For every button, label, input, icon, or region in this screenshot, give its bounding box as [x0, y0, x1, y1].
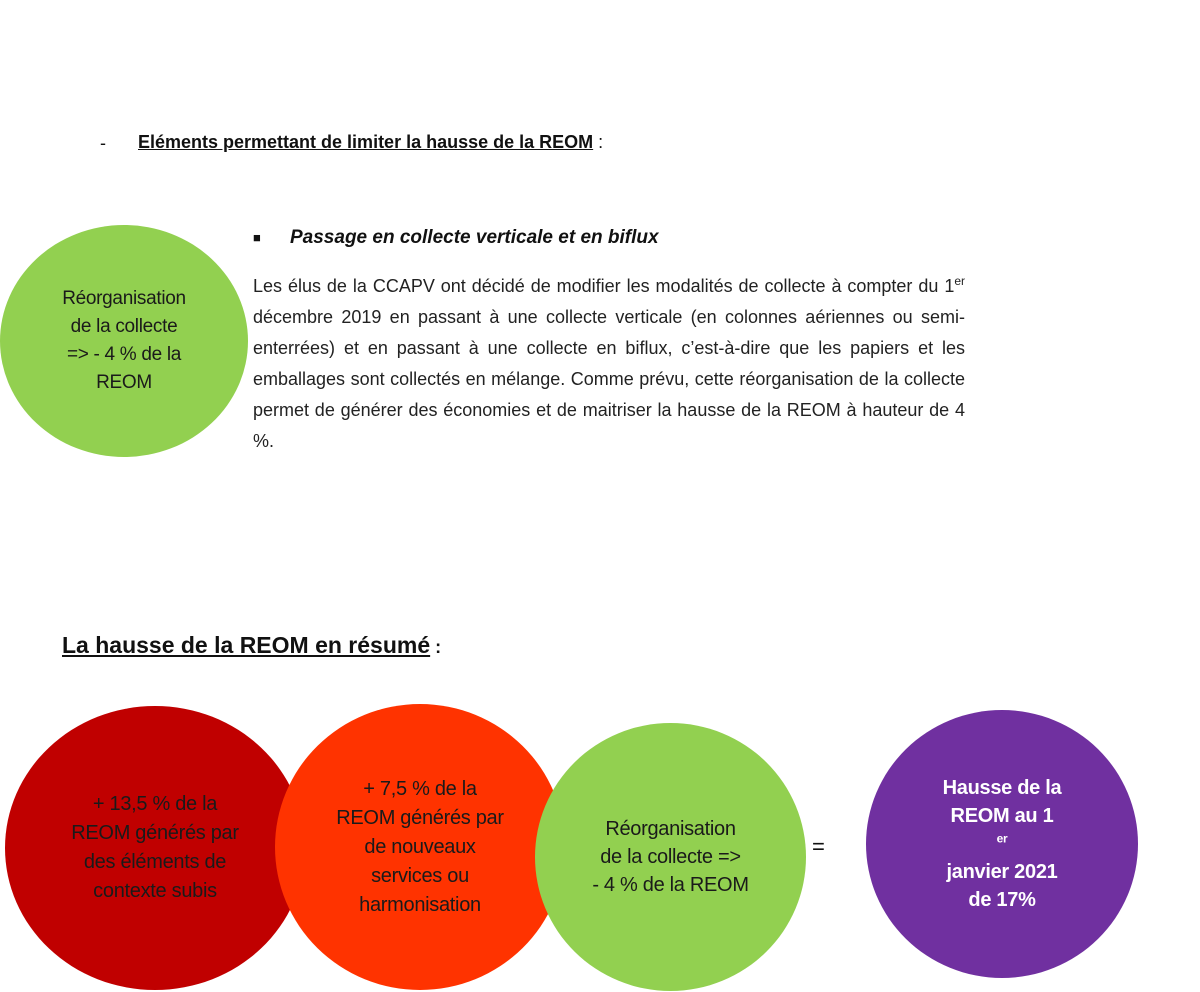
context-increase-circle	[5, 706, 305, 990]
context-increase-text: + 13,5 % de la REOM générés par des éléments de contexte subis	[71, 793, 239, 902]
new-services-text: + 7,5 % de la REOM générés par de nouveaux services ou harmonisation	[336, 777, 504, 916]
reorganisation-circle	[0, 225, 248, 457]
reorganisation-circle-text: Réorganisation de la collecte => - 4 % de la REOM	[62, 288, 186, 393]
paragraph-part-2: décembre 2019 en passant à une collecte verticale (en colonnes aériennes ou semi-enterrées) et en passant à une collecte en biflux, c’est-à-dire que les papiers et les emballages sont collectés en mélange. Comme prévu, cette réorganisation de la collecte permet de générer des économies et de maitriser la hausse de la REOM à hauteur de 4 %.	[253, 307, 965, 451]
body-paragraph	[253, 271, 965, 457]
subsection-heading: Passage en collecte verticale et en biflux	[290, 227, 659, 248]
summary-heading-colon: :	[430, 637, 442, 657]
total-line-3: janvier 2021	[946, 861, 1058, 883]
reorganisation-summary-circle	[535, 723, 806, 991]
summary-heading	[62, 632, 441, 659]
section-heading-colon: :	[593, 132, 604, 152]
new-services-circle	[275, 704, 565, 990]
reorganisation-summary-text: Réorganisation de la collecte => - 4 % de la REOM	[592, 818, 749, 896]
summary-heading-text: La hausse de la REOM en résumé	[62, 632, 431, 658]
total-line-1: Hausse de la	[942, 777, 1062, 799]
equals-sign: =	[812, 834, 825, 859]
total-increase-circle	[866, 710, 1138, 978]
square-bullet-icon: ■	[253, 230, 261, 245]
total-line-2-sup: er	[996, 831, 1008, 846]
total-line-2	[943, 802, 1062, 858]
paragraph-superscript: er	[954, 274, 965, 288]
total-line-4: de 17%	[968, 889, 1036, 911]
section-heading-text: Eléments permettant de limiter la hausse de la REOM	[138, 132, 594, 152]
section-heading	[138, 132, 603, 153]
total-line-2-text: REOM au 1	[950, 805, 1054, 827]
total-increase-text	[943, 774, 1062, 914]
list-dash: -	[100, 133, 106, 153]
paragraph-part-1: Les élus de la CCAPV ont décidé de modifier les modalités de collecte à compter du 1	[253, 276, 955, 296]
